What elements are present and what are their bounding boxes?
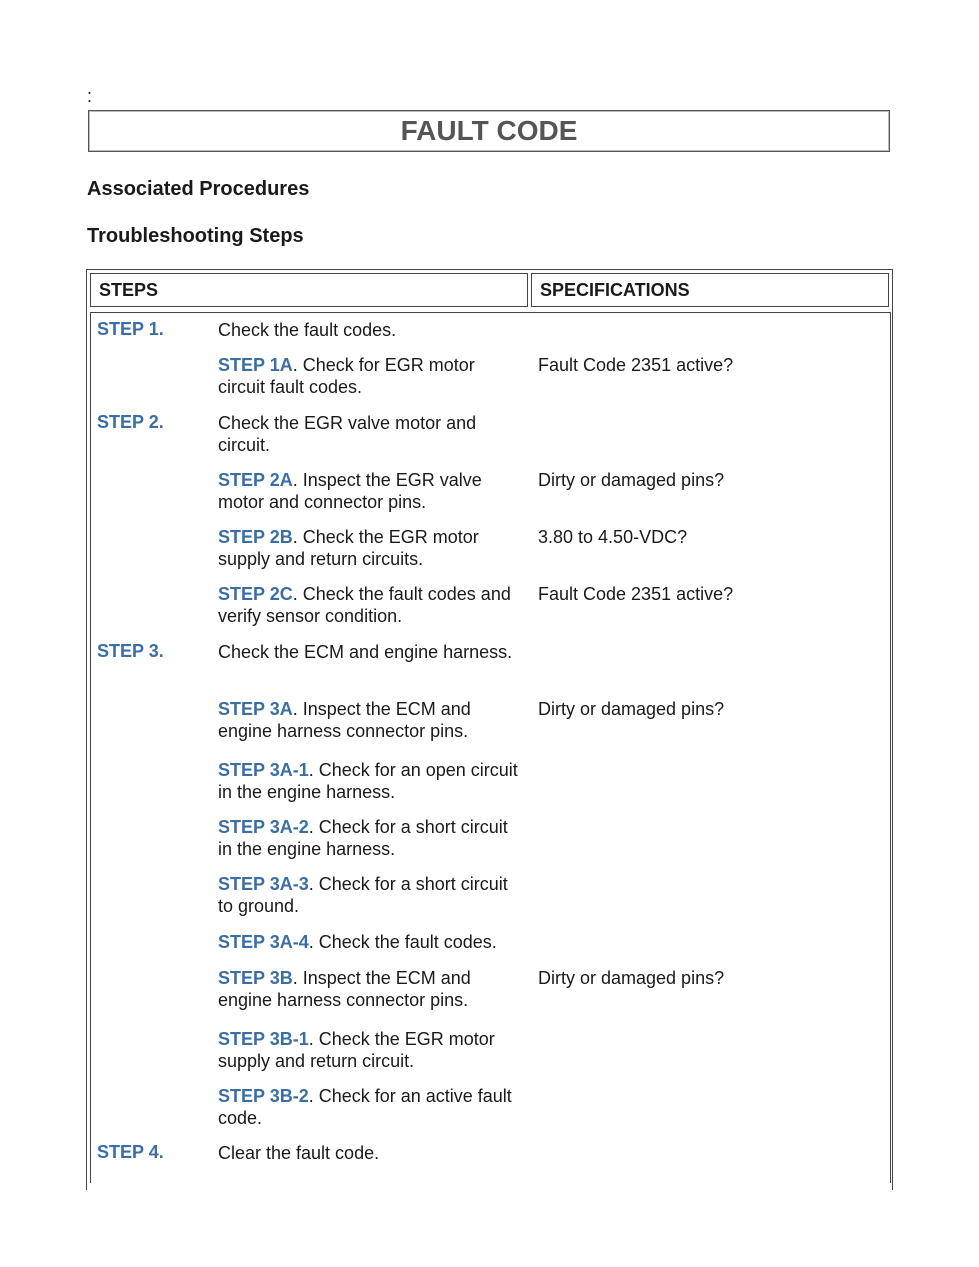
column-header-specifications: SPECIFICATIONS xyxy=(531,273,889,307)
step-description: Check the fault codes. xyxy=(218,320,397,340)
substep xyxy=(218,1085,518,1129)
substep xyxy=(218,816,518,860)
step-description: Check the ECM and engine harness. xyxy=(218,642,513,662)
substep-link[interactable]: STEP 3A-2 xyxy=(218,817,309,837)
substep-text: . Check for an active fault code. xyxy=(218,1086,512,1128)
step-description: Check the EGR valve motor and circuit. xyxy=(218,413,477,455)
substep-link[interactable]: STEP 3A-3 xyxy=(218,874,309,894)
substep-text: . Check the fault codes. xyxy=(308,932,497,952)
substep-link[interactable]: STEP 3A-4 xyxy=(218,932,309,952)
substep-text: . Check the EGR motor supply and return circuits. xyxy=(218,527,479,569)
page-marker: : xyxy=(87,86,93,106)
substep xyxy=(218,698,518,742)
substep-text: . Inspect the ECM and engine harness connector pins. xyxy=(218,968,471,1010)
substep xyxy=(218,583,518,627)
page-title: FAULT CODE xyxy=(88,110,890,152)
substep-link[interactable]: STEP 3B-1 xyxy=(218,1029,309,1049)
substep-text: . Inspect the EGR valve motor and connector pins. xyxy=(218,470,482,512)
step-link[interactable]: STEP 1. xyxy=(97,319,164,339)
substep-text: . Check for an open circuit in the engine harness. xyxy=(218,760,518,802)
substep-text: . Check for a short circuit in the engine harness. xyxy=(218,817,508,859)
column-header-steps: STEPS xyxy=(90,273,528,307)
substep-link[interactable]: STEP 2B xyxy=(218,527,293,547)
substep-link[interactable]: STEP 3A-1 xyxy=(218,760,309,780)
step-link[interactable]: STEP 3. xyxy=(97,641,164,661)
substep xyxy=(218,873,518,917)
specification: Fault Code 2351 active? xyxy=(538,355,734,375)
substep xyxy=(218,469,518,513)
specification: 3.80 to 4.50-VDC? xyxy=(538,527,688,547)
step-description: Clear the fault code. xyxy=(218,1143,380,1163)
substep-link[interactable]: STEP 2C xyxy=(218,584,293,604)
specification: Dirty or damaged pins? xyxy=(538,470,725,490)
substep xyxy=(218,526,518,570)
substep-text: . Check the fault codes and verify sensor condition. xyxy=(218,584,511,626)
troubleshooting-steps-heading[interactable]: Troubleshooting Steps xyxy=(87,225,304,247)
substep xyxy=(218,354,518,398)
substep xyxy=(218,967,518,1011)
specification: Dirty or damaged pins? xyxy=(538,699,725,719)
associated-procedures-heading[interactable]: Associated Procedures xyxy=(87,178,310,200)
substep-link[interactable]: STEP 3A xyxy=(218,699,293,719)
substep-link[interactable]: STEP 3B xyxy=(218,968,293,988)
substep-link[interactable]: STEP 1A xyxy=(218,355,293,375)
specification: Dirty or damaged pins? xyxy=(538,968,725,988)
substep-link[interactable]: STEP 2A xyxy=(218,470,293,490)
substep-text: . Inspect the ECM and engine harness connector pins. xyxy=(218,699,471,741)
substep xyxy=(218,759,518,803)
substep-text: . Check the EGR motor supply and return circuit. xyxy=(218,1029,495,1071)
substep xyxy=(218,931,538,953)
substep-text: . Check for EGR motor circuit fault codes. xyxy=(218,355,475,397)
substep-text: . Check for a short circuit to ground. xyxy=(218,874,508,916)
substep-link[interactable]: STEP 3B-2 xyxy=(218,1086,309,1106)
step-link[interactable]: STEP 2. xyxy=(97,412,164,432)
specification: Fault Code 2351 active? xyxy=(538,584,734,604)
step-link[interactable]: STEP 4. xyxy=(97,1142,164,1162)
substep xyxy=(218,1028,518,1072)
